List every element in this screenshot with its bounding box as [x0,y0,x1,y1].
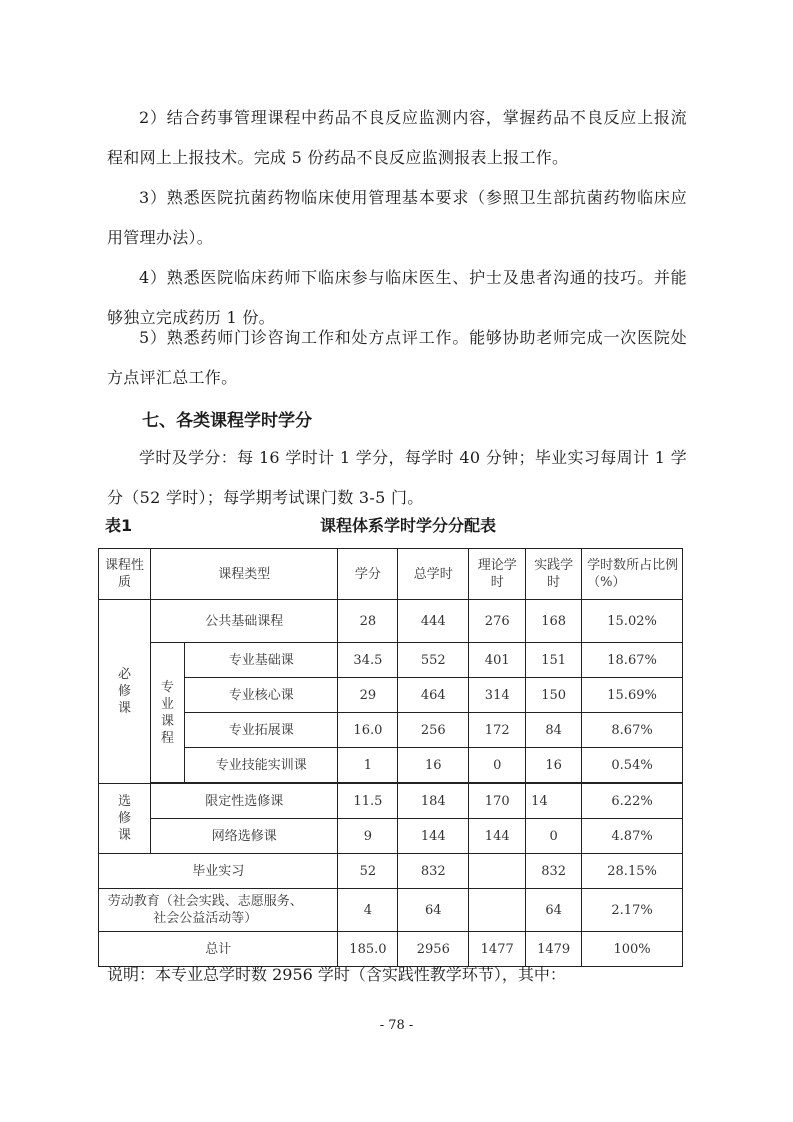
cell-type: 专业拓展课 [184,713,337,748]
cell-ratio: 2.17% [582,889,683,932]
cell-theory [469,889,526,932]
cell-total: 2956 [398,932,469,967]
cell-type: 限定性选修课 [150,784,337,819]
table-label: 表1 [105,516,133,535]
cell-ratio: 28.15% [582,854,683,889]
paragraph-item-4: 4）熟悉医院临床药师下临床参与临床医生、护士及患者沟通的技巧。并能够独立完成药历 1 份。 [107,268,687,327]
cell-total: 464 [398,678,469,713]
cell-theory: 144 [469,819,526,854]
cell-practice: 84 [526,713,582,748]
cell-type: 网络选修课 [150,819,337,854]
header-theory-hours: 理论学时 [469,549,526,600]
cell-total: 444 [398,600,469,643]
cell-credits: 9 [338,819,398,854]
cell-practice: 1479 [526,932,582,967]
table-note: 说明：本专业总学时数 2956 学时（含实践性教学环节），其中： [107,965,566,984]
credit-allocation-table [98,548,683,967]
cell-ratio: 0.54% [582,748,683,783]
cell-practice: 0 [526,819,582,854]
cell-total: 552 [398,643,469,678]
cell-credits: 28 [338,600,398,643]
cell-total: 184 [398,784,469,819]
table-row [99,854,683,889]
table-row [99,713,683,748]
section-intro: 学时及学分：每 16 学时计 1 学分，每学时 40 分钟；毕业实习每周计 1 学分（52 学时）；每学期考试课门数 3-5 门。 [107,448,687,507]
cell-ratio: 15.69% [582,678,683,713]
cell-practice: 151 [526,643,582,678]
cell-type: 总计 [99,932,338,967]
cell-ratio: 8.67% [582,713,683,748]
cell-theory: 401 [469,643,526,678]
cell-practice: 14 [526,784,582,819]
table-title: 课程体系学时学分分配表 [320,516,497,535]
header-credits: 学分 [338,549,398,600]
table-header-row [99,549,683,600]
cell-total: 256 [398,713,469,748]
cell-theory [469,854,526,889]
cell-credits: 1 [338,748,398,783]
cell-credits: 34.5 [338,643,398,678]
cell-ratio: 18.67% [582,643,683,678]
cell-theory: 314 [469,678,526,713]
table-row [99,748,683,783]
group-required: 必修课 [99,600,151,784]
cell-credits: 16.0 [338,713,398,748]
cell-type: 毕业实习 [99,854,338,889]
cell-theory: 170 [469,784,526,819]
cell-credits: 185.0 [338,932,398,967]
cell-type: 公共基础课程 [150,600,337,643]
cell-total: 832 [398,854,469,889]
cell-type: 专业技能实训课 [184,748,337,783]
table-row [99,600,683,643]
table-row [99,678,683,713]
cell-ratio: 6.22% [582,784,683,819]
cell-practice: 832 [526,854,582,889]
cell-type: 专业基础课 [184,643,337,678]
cell-type: 专业核心课 [184,678,337,713]
header-total-hours: 总学时 [398,549,469,600]
cell-theory: 1477 [469,932,526,967]
cell-ratio: 15.02% [582,600,683,643]
group-professional: 专业课程 [150,643,184,783]
paragraph-item-5: 5）熟悉药师门诊咨询工作和处方点评工作。能够协助老师完成一次医院处方点评汇总工作。 [107,328,687,387]
header-ratio: 学时数所占比例（%） [582,549,683,600]
table-row [99,643,683,678]
table-row [99,784,683,819]
table-row [99,819,683,854]
page-number: - 78 - [379,1018,414,1033]
header-nature: 课程性质 [99,549,151,600]
paragraph-item-2: 2）结合药事管理课程中药品不良反应监测内容，掌握药品不良反应上报流程和网上上报技术。完成 5 份药品不良反应监测报表上报工作。 [107,108,687,167]
group-elective: 选修课 [99,784,151,854]
cell-credits: 4 [338,889,398,932]
cell-credits: 52 [338,854,398,889]
cell-practice: 168 [526,600,582,643]
header-practice-hours: 实践学时 [526,549,582,600]
cell-practice: 150 [526,678,582,713]
cell-total: 64 [398,889,469,932]
table-row [99,889,683,932]
cell-ratio: 100% [582,932,683,967]
cell-practice: 64 [526,889,582,932]
paragraph-item-3: 3）熟悉医院抗菌药物临床使用管理基本要求（参照卫生部抗菌药物临床应用管理办法）。 [107,188,687,247]
cell-total: 16 [398,748,469,783]
cell-ratio: 4.87% [582,819,683,854]
cell-type: 劳动教育（社会实践、志愿服务、社会公益活动等） [99,889,338,932]
cell-total: 144 [398,819,469,854]
section-heading: 七、各类课程学时学分 [142,411,312,431]
cell-theory: 172 [469,713,526,748]
cell-credits: 29 [338,678,398,713]
header-type: 课程类型 [150,549,337,600]
cell-practice: 16 [526,748,582,783]
cell-credits: 11.5 [338,784,398,819]
cell-theory: 276 [469,600,526,643]
cell-theory: 0 [469,748,526,783]
